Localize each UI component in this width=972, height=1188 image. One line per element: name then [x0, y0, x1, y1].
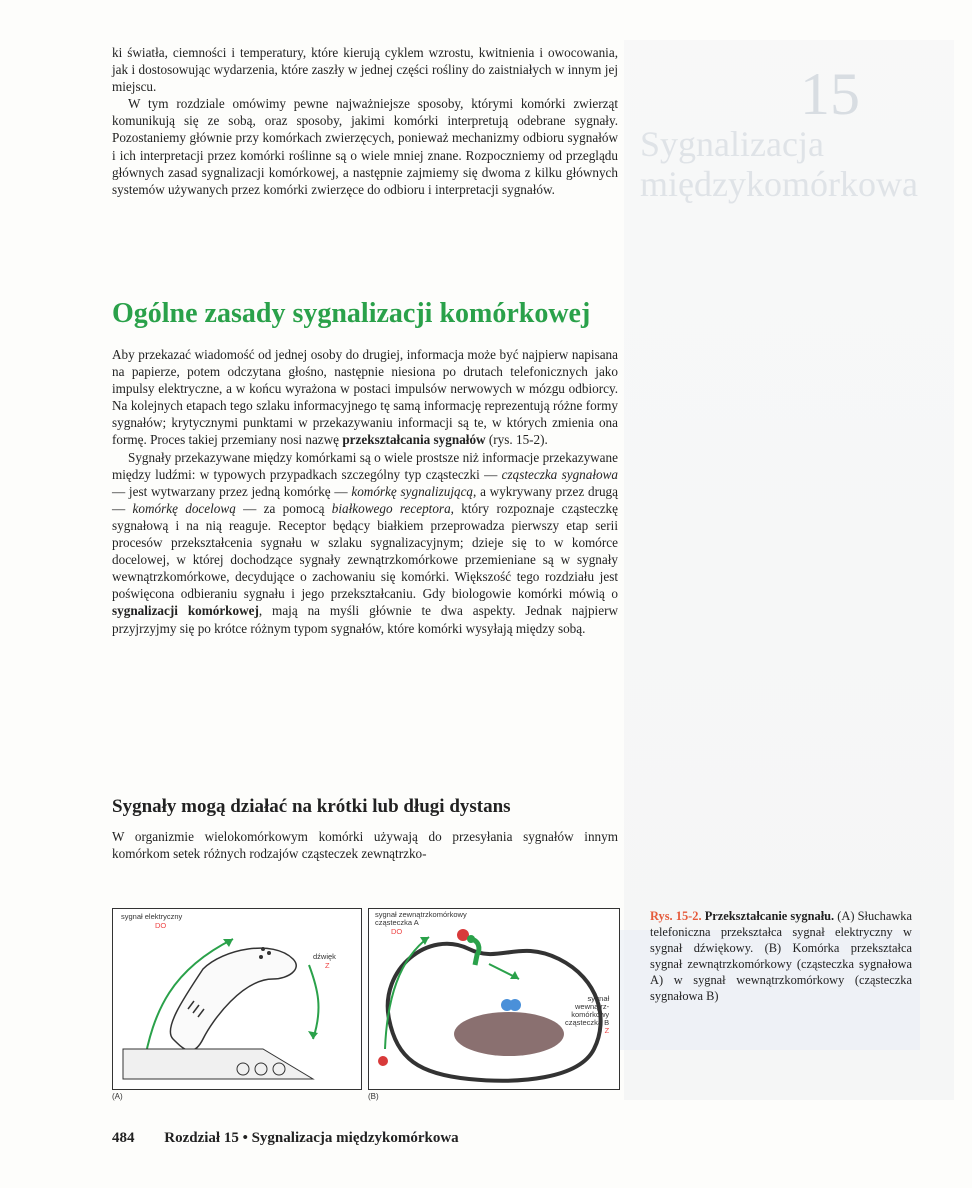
paragraph-3: Aby przekazać wiadomość od jednej osoby do drugiej, informacja może być najpierw napisana na papierze, potem odczytana głośno, następnie niesiona po drutach telefonicznych jako impulsy elektryczne, a w końcu wyrażona w postaci impulsów nerwowych w mózgu odbiorcy. Na kolejnych etapach tego szlaku informacyjnego tę samą informację reprezentują różne formy sygnałów; krytycznymi punktami w przekazywaniu informacji są te, w których zmienia ona formę. Proces takiej przemiany nosi nazwę przekształcania sygnałów (rys. 15-2). — [112, 347, 618, 448]
caption-text: (A) Słuchawka telefoniczna przekształca sygnał elektryczny w sygnał dźwiękowy. (B) Komórka przekształca sygnał zewnątrzkomórkowy (cząsteczka sygnałowa A) w sygnał wewnątrzkomórkowy (cząsteczka sygnałowa B) — [650, 909, 912, 1003]
subsection-text — [112, 828, 618, 862]
subsection-heading: Sygnały mogą działać na krótki lub długi dystans — [112, 796, 511, 817]
page-footer — [112, 1130, 459, 1147]
label-sound: dźwięk — [313, 952, 336, 961]
telephone-illustration — [113, 909, 361, 1089]
label-extracellular-signal: sygnał zewnątrzkomórkowy — [375, 910, 467, 919]
bleed-through-number: 15 — [800, 61, 860, 127]
paragraph-4: Sygnały przekazywane między komórkami są o wiele prostsze niż informacje przekazywane między ludźmi: w typowych przypadkach szczególny typ cząsteczki — cząsteczka sygnałowa — jest wytwarzany przez jedną komórkę — komórkę sygnalizującą, a wykrywany przez drugą — komórkę docelową — za pomocą białkowego receptora, który rozpoznaje cząsteczkę sygnałową i na nią reaguje. Receptor będący białkiem przeprowadza pierwszy etap serii procesów przekształcenia sygnału w szlaku sygnalizacyjnym; dzieje się to w komórce docelowej, w której dochodzące sygnały zewnątrzkomórkowe przemieniane są w sygnały wewnątrzkomórkowe, decydujące o zachowaniu się komórki. Większość tego rozdziału jest poświęcona odbieraniu sygnału i jego przekształcaniu. Gdy biologowie komórki mówią o sygnalizacji komórkowej, mają na myśli głównie te dwa aspekty. Jednak najpierw przyjrzyjmy się po krótce różnym typom sygnałów, które komórki wysyłają między sobą. — [112, 449, 618, 636]
intro-text — [112, 44, 618, 198]
label-extracellular-sub: DO — [391, 927, 403, 936]
page-number: 484 — [112, 1130, 135, 1146]
label-electric-signal-sub: DO — [155, 921, 167, 930]
section-text — [112, 346, 618, 637]
bleed-through-title: Sygnalizacja międzykomórkowa — [640, 124, 918, 204]
figure-panel-a — [112, 908, 362, 1090]
label-sound-sub: Z — [325, 961, 330, 970]
label-electric-signal: sygnał elektryczny — [121, 912, 183, 921]
paragraph-1: ki światła, ciemności i temperatury, które kierują cyklem wzrostu, kwitnienia i owocowania, jak i dostosowując wydarzenia, które zaszły w jednej części rośliny do zaistniałych w innym jej miejscu. — [112, 45, 618, 95]
panel-label-a: (A) — [112, 1092, 123, 1101]
label-molecule-a: cząsteczka A — [375, 918, 419, 927]
chapter-label: Rozdział 15 — [164, 1130, 239, 1146]
caption-number: Rys. 15-2. — [650, 909, 702, 923]
panel-label-b: (B) — [368, 1092, 379, 1101]
label-intracellular-signal: sygnał wewnątrz- komórkowy cząsteczka B Z — [565, 994, 610, 1035]
caption-title: Przekształcanie sygnału. — [704, 909, 835, 923]
figure-panel-b — [368, 908, 620, 1090]
paragraph-2: W tym rozdziale omówimy pewne najważniejsze sposoby, którymi komórki zwierząt komunikują się ze sobą, oraz sposoby, jakimi komórki interpretują odebrane sygnały. Pozostaniemy głównie przy komórkach zwierzęcych, ponieważ mechanizmy odbioru sygnałów i ich interpretacji przez komórki roślinne są o wiele mniej znane. Rozpoczniemy od przeglądu głównych zasad sygnalizacji komórkowej, a następnie zajmiemy się dwoma z kilku głównych systemów używanych przez komórki zwierzęce do odbioru i interpretacji sygnałów. — [112, 96, 618, 197]
paragraph-5: W organizmie wielokomórkowym komórki używają do przesyłania sygnałów innym komórkom setek różnych rodzajów cząsteczek zewnątrzko- — [112, 829, 618, 862]
footer-separator: • — [242, 1130, 248, 1146]
section-heading: Ogólne zasady sygnalizacji komórkowej — [112, 298, 591, 329]
figure-caption — [650, 908, 912, 1004]
chapter-title: Sygnalizacja międzykomórkowa — [251, 1130, 459, 1146]
